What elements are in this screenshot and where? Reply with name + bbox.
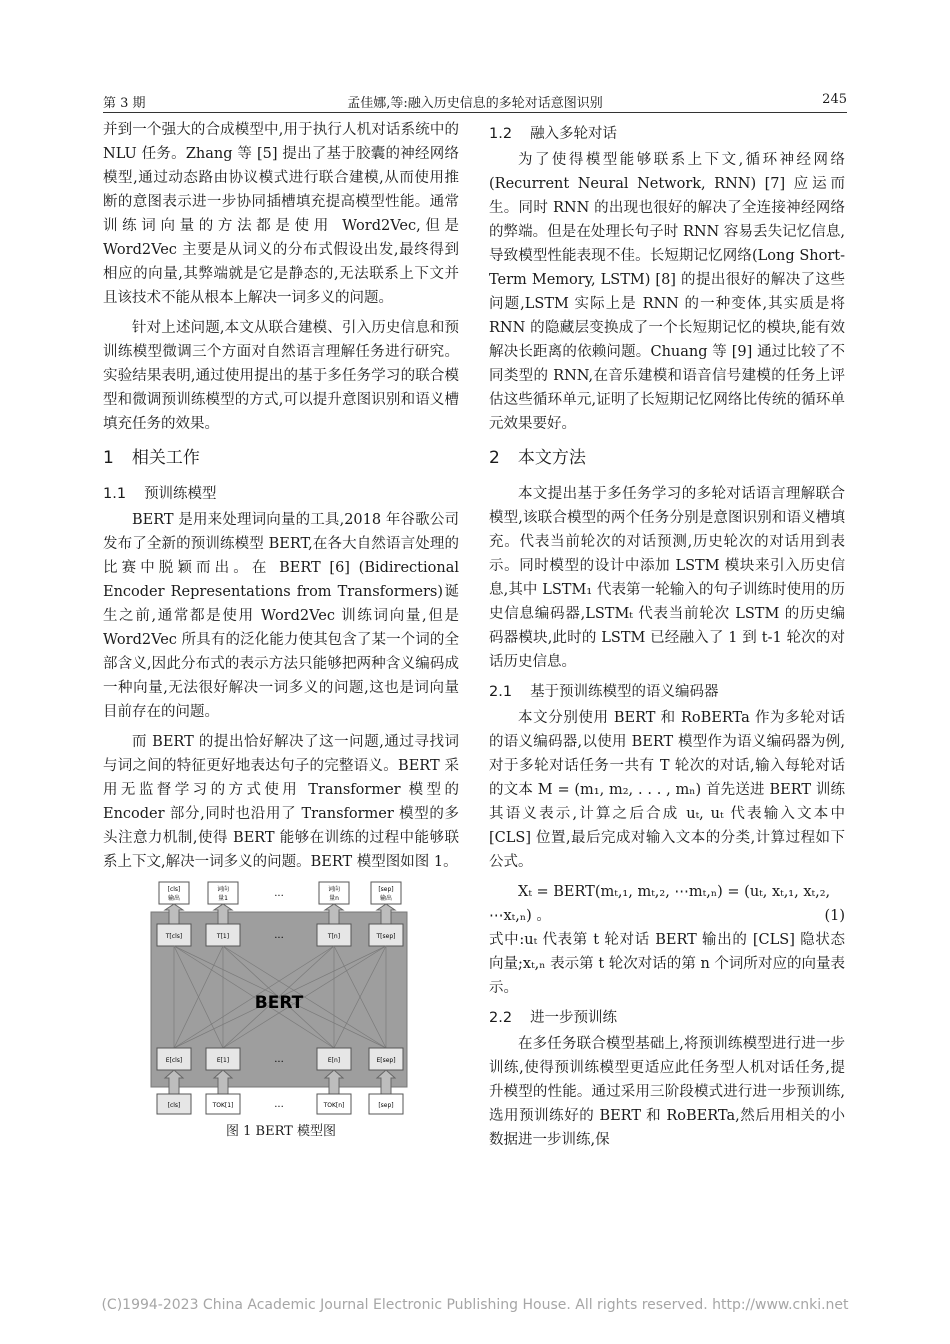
bert-diagram [143, 880, 413, 1118]
subsection-title: 融入多轮对话 [530, 126, 618, 142]
ellipsis: ... [274, 1099, 284, 1110]
subsection-title: 基于预训练模型的语义编码器 [530, 684, 719, 700]
subsection-heading [489, 122, 845, 146]
bert-figure [103, 880, 459, 1139]
input-token: TOK[n] [323, 1102, 345, 1109]
output-box [208, 882, 238, 904]
svg-text:[sep]: [sep] [378, 886, 394, 893]
svg-text:[cls]: [cls] [167, 886, 181, 893]
page-number: 245 [822, 92, 847, 107]
input-token: [cls] [167, 1102, 181, 1109]
e-label: E[cls] [165, 1057, 183, 1064]
paragraph: BERT 是用来处理词向量的工具,2018 年谷歌公司发布了全新的预训练模型 BERT,在各大自然语言处理的比赛中脱颖而出。在 BERT [6] (Bidirectional Encoder Representations from Transformers)诞生之前,通常都是使用 Word2Vec 训练词向量,但是 Word2Vec 所具有的泛化能力使其包含了某一个词的全部含义,因此分布式的表示方法只能够把两种含义编码成一种向量,无法很好解决一词多义的问题,这也是词向量目前存在的问题。 [103, 512, 459, 720]
figure-caption: 图 1 BERT 模型图 [226, 1124, 336, 1139]
e-label: E[1] [216, 1057, 230, 1064]
subsection-number: 2.1 [489, 684, 513, 700]
input-token: [sep] [378, 1102, 394, 1109]
subsection-heading [103, 482, 459, 506]
equation: Xₜ = BERT(mₜ,₁, mₜ,₂, ⋯mₜ,ₙ) = (uₜ, xₜ,₁, xₜ,₂, ⋯xₜ,ₙ) 。 [489, 884, 831, 924]
paragraph: 在多任务联合模型基础上,将预训练模型进行进一步训练,使得预训练模型更适应此任务型人机对话任务,提升模型的性能。通过采用三阶段模式进行进一步预训练,选用预训练好的 BERT 和 RoBERTa,然后用相关的小数据进一步训练,保 [489, 1036, 845, 1148]
page-header [103, 88, 847, 113]
ellipsis: ... [274, 1054, 284, 1065]
equation-block [489, 880, 845, 928]
subsection-number: 1.1 [103, 486, 127, 502]
paragraph: 本文提出基于多任务学习的多轮对话语言理解联合模型,该联合模型的两个任务分别是意图识别和语义槽填充。代表当前轮次的对话预测,历史轮次的对话用到表示。同时模型的设计中添加 LSTM 模块来引入历史信息,其中 LSTM₁ 代表第一轮输入的句子训练时使用的历史信息编码器,LSTMₜ 代表当前轮次 LSTM 的历史编码器模块,此时的 LSTM 已经融入了 1 到 t-1 轮次的对话历史信息。 [489, 486, 845, 670]
paragraph: 式中:uₜ 代表第 t 轮对话 BERT 输出的 [CLS] 隐状态向量;xₜ,ₙ 表示第 t 轮次对话的第 n 个词所对应的向量表示。 [489, 932, 845, 996]
output-box [159, 882, 189, 904]
issue-number: 第 3 期 [103, 96, 146, 111]
bert-label: BERT [254, 993, 304, 1013]
t-label: T[cls] [165, 933, 183, 940]
equation-number: (1) [824, 908, 845, 924]
section-heading [489, 444, 845, 472]
svg-text:量n: 量n [329, 895, 339, 902]
subsection-number: 2.2 [489, 1010, 513, 1026]
section-number: 2 [489, 448, 500, 468]
paragraph: 本文分别使用 BERT 和 RoBERTa 作为多轮对话的语义编码器,以使用 BERT 模型作为语义编码器为例,对于多轮对话任务一共有 T 轮次的对话,输入每轮对话的文本 M = (m₁, m₂, . . . , mₙ) 首先送进 BERT 训练其语义表示,计算之后合成 uₜ, uₜ 代表输入文本中 [CLS] 位置,最后完成对输入文本的分类,计算过程如下公式。 [489, 710, 845, 870]
paragraph: 为了使得模型能够联系上下文,循环神经网络(Recurrent Neural Network, RNN) [7] 应运而生。同时 RNN 的出现也很好的解决了全连接神经网络的弊端。但是在处理长句子时 RNN 容易丢失记忆信息,导致模型性能表现不佳。长短期记忆网络(Long Short-Term Memory, LSTM) [8] 的提出很好的解决了这些问题,LSTM 实际上是 RNN 的一种变体,其实质是将 RNN 的隐藏层变换成了一个长短期记忆的模块,能有效解决长距离的依赖问题。Chuang 等 [9] 通过比较了不同类型的 RNN,在音乐建模和语音信号建模的任务上评估这些循环单元,证明了长短期记忆网络比传统的循环单元效果要好。 [489, 152, 845, 432]
e-label: E[sep] [376, 1057, 396, 1064]
paragraph: 针对上述问题,本文从联合建模、引入历史信息和预训练模型微调三个方面对自然语言理解任务进行研究。实验结果表明,通过使用提出的基于多任务学习的联合模型和微调预训练模型的方式,可以提升意图识别和语义槽填充任务的效果。 [103, 320, 459, 432]
section-title: 本文方法 [517, 448, 586, 468]
t-label: T[n] [327, 933, 341, 940]
subsection-heading [489, 680, 845, 704]
svg-text:词向: 词向 [327, 886, 341, 893]
section-heading [103, 444, 459, 472]
ellipsis: ... [274, 930, 284, 941]
running-title: 孟佳娜,等:融入历史信息的多轮对话意图识别 [347, 96, 603, 111]
svg-text:词向: 词向 [216, 886, 230, 893]
section-number: 1 [103, 448, 114, 468]
t-label: T[sep] [376, 933, 396, 940]
subsection-title: 预训练模型 [144, 486, 217, 502]
output-box [319, 882, 349, 904]
output-box [371, 882, 401, 904]
svg-text:量1: 量1 [218, 895, 228, 902]
ellipsis: ... [274, 888, 284, 899]
subsection-number: 1.2 [489, 126, 513, 142]
svg-text:输出: 输出 [379, 895, 393, 902]
paragraph: 并到一个强大的合成模型中,用于执行人机对话系统中的 NLU 任务。Zhang 等 [5] 提出了基于胶囊的神经网络模型,通过动态路由协议模式进行联合建模,从而使用推断的意图表示进一步协同插槽填充提高模型性能。通常训练词向量的方法都是使用 Word2Vec,但是 Word2Vec 主要是从词义的分布式假设出发,最终得到相应的向量,其弊端就是它是静态的,无法联系上下文并且该技术不能从根本上解决一词多义的问题。 [103, 122, 459, 306]
svg-text:输出: 输出 [167, 895, 181, 902]
input-token: TOK[1] [212, 1102, 234, 1109]
subsection-title: 进一步预训练 [530, 1010, 618, 1026]
right-column [489, 118, 845, 1158]
section-title: 相关工作 [131, 448, 200, 468]
paragraph: 而 BERT 的提出恰好解决了这一问题,通过寻找词与词之间的特征更好地表达句子的完整语义。BERT 采用无监督学习的方式使用 Transformer 模型的 Encoder 部分,同时也沿用了 Transformer 模型的多头注意力机制,使得 BERT 能够在训练的过程中能够联系上下文,解决一词多义的问题。BERT 模型图如图 1。 [103, 734, 459, 870]
left-column [103, 118, 459, 1139]
e-label: E[n] [327, 1057, 341, 1064]
copyright-footer: (C)1994-2023 China Academic Journal Electronic Publishing House. All rights reserved. http://www.cnki.net [101, 1297, 849, 1313]
t-label: T[1] [216, 933, 230, 940]
subsection-heading [489, 1006, 845, 1030]
